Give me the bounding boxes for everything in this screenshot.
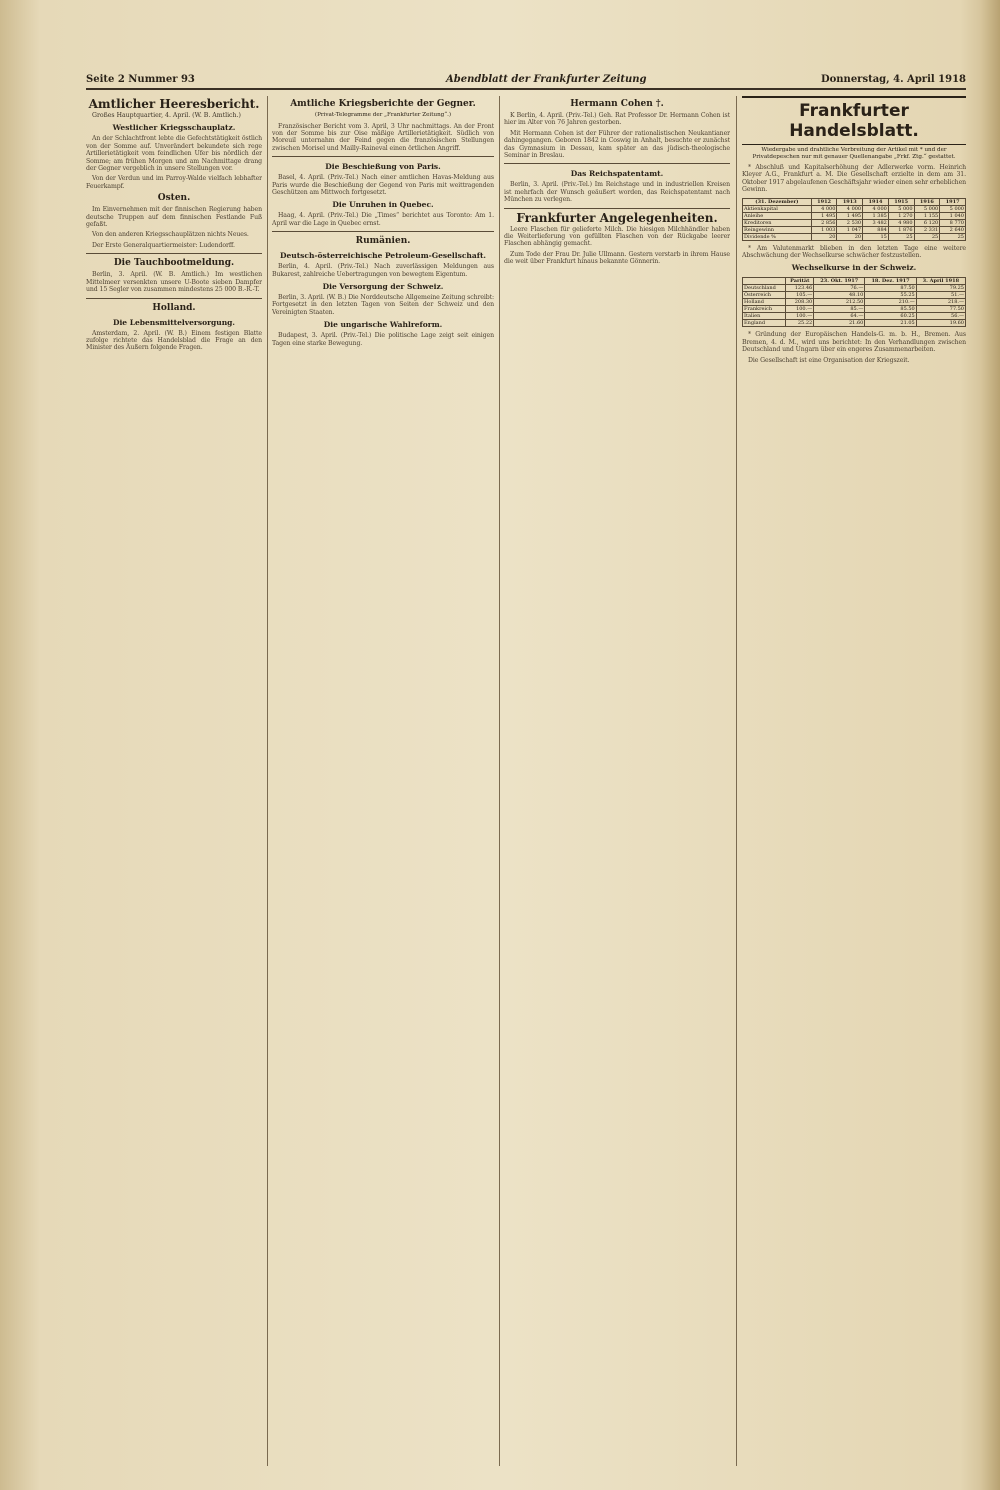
- article-paragraph: * Abschluß und Kapitalserhöhung der Adlerwerke vorm. Heinrich Kleyer A.G., Frankfurt a. M. Die Gesellschaft erzielte in dem am 31. Oktober 1917 abgelaufenen Geschäftsjahr wieder einen sehr erheblichen Gewinn.: [742, 164, 966, 194]
- table-row: [743, 299, 966, 306]
- column-rule: [499, 96, 500, 1466]
- table-cell: 4 000: [863, 205, 889, 212]
- subheading: Die Versorgung der Schweiz.: [322, 281, 444, 291]
- column-rule: [267, 96, 268, 1466]
- table-cell: 1 495: [811, 212, 837, 219]
- article-paragraph: Berlin, 3. April. (Priv.-Tel.) Im Reichstage und in industriellen Kreisen ist mehrfach der Wunsch geäußert worden, das Reichspatentamt nach München zu verlegen.: [504, 181, 730, 204]
- table-title: Wechselkurse in der Schweiz.: [791, 263, 917, 273]
- article-paragraph: Die Gesellschaft ist eine Organisation der Kriegszeit.: [748, 356, 910, 364]
- table-cell: Reingewinn: [743, 226, 812, 233]
- table-cell: 1 876: [888, 226, 914, 233]
- column-3: [504, 96, 730, 1466]
- table-cell: 19.60: [916, 320, 965, 327]
- table-cell: 87.50: [865, 285, 916, 292]
- article-paragraph: Leere Flaschen für gelieferte Milch. Die hiesigen Milchhändler haben die Weiterlieferung von gefüllten Flaschen von der Rückgabe leerer Flaschen abhängig gemacht.: [504, 225, 730, 248]
- article-paragraph: K Berlin, 4. April. (Priv.-Tel.) Geh. Rat Professor Dr. Hermann Cohen ist hier im Alter von 76 Jahren gestorben.: [504, 112, 730, 127]
- table-header: 1913: [837, 198, 863, 205]
- divider: [504, 208, 730, 209]
- table-cell: Aktienkapital: [743, 205, 812, 212]
- subheading: Osten.: [157, 193, 191, 204]
- table-cell: 5 000: [888, 205, 914, 212]
- table-cell: 51.—: [916, 292, 965, 299]
- newspaper-title: Abendblatt der Frankfurter Zeitung: [446, 74, 647, 85]
- table-cell: 48.10: [814, 292, 865, 299]
- section-subtitle: (Privat-Telegramme der „Frankfurter Zeitung“.): [314, 112, 452, 118]
- subheading: Die Unruhen in Quebec.: [332, 200, 434, 210]
- table-cell: 100.—: [786, 306, 814, 313]
- table-cell: England: [743, 320, 786, 327]
- section-heading: Frankfurter Angelegenheiten.: [516, 210, 718, 225]
- column-rule: [736, 96, 737, 1466]
- table-cell: 6 120: [914, 219, 940, 226]
- table-row: [743, 320, 966, 327]
- table-cell: 2 856: [811, 219, 837, 226]
- table-header: 1916: [914, 198, 940, 205]
- article-paragraph: Amsterdam, 2. April. (W. B.) Einem festigen Blatte zufolge richtete das Handelsblad die Frage an den Minister des Äußern folgende Fragen.: [86, 329, 262, 352]
- table-row: [743, 313, 966, 320]
- table-cell: 25: [914, 233, 940, 240]
- table-cell: 4 980: [888, 219, 914, 226]
- table-header: 1917: [940, 198, 966, 205]
- divider: [86, 253, 262, 254]
- table-cell: 56.—: [916, 313, 965, 320]
- table-cell: 64.—: [814, 313, 865, 320]
- section-title: Frankfurter Handelsblatt.: [742, 96, 966, 145]
- section-heading: Hermann Cohen †.: [570, 99, 664, 109]
- divider: [272, 231, 494, 232]
- table-cell: Deutschland: [743, 285, 786, 292]
- page-number: Seite 2 Nummer 93: [86, 74, 195, 85]
- table-cell: 1 040: [940, 212, 966, 219]
- table-cell: 60.25: [865, 313, 916, 320]
- table-cell: 85.50: [865, 306, 916, 313]
- divider: [86, 298, 262, 299]
- article-paragraph: Mit Hermann Cohen ist der Führer der rationalistischen Neukantianer dahingegangen. Geboren 1842 in Coswig in Anhalt, besuchte er zunächst das Gymnasium in Dessau, kam später an das jüdisch-theologische Seminar in Breslau.: [504, 129, 730, 160]
- subheading: Die ungarische Wahlreform.: [323, 320, 443, 330]
- table-header: Parität: [786, 278, 814, 285]
- table-row: [743, 226, 966, 233]
- column-2: [272, 96, 494, 1466]
- table-cell: 25: [888, 233, 914, 240]
- table-cell: 100.—: [786, 313, 814, 320]
- article-paragraph: Berlin, 3. April. (W. B.) Die Norddeutsche Allgemeine Zeitung schreibt: Fortgesetzt in den letzten Tagen von Seiten der Schweiz und den Vereinigten Staaten.: [272, 293, 494, 316]
- table-cell: 884: [863, 226, 889, 233]
- table-cell: 1 003: [811, 226, 837, 233]
- table-header: [743, 278, 786, 285]
- table-cell: 77.50: [916, 306, 965, 313]
- table-cell: Anleihe: [743, 212, 812, 219]
- masthead: [86, 72, 966, 90]
- table-row: [743, 285, 966, 292]
- table-cell: 105.—: [786, 292, 814, 299]
- table-cell: 4 000: [837, 205, 863, 212]
- article-paragraph: Berlin, 3. April. (W. B. Amtlich.) Im westlichen Mittelmeer versenkten unsere U-Boote sieben Dampfer und 15 Segler von zusammen mindestens 25 000 B.-R.-T.: [86, 271, 262, 294]
- table-header: 23. Okt. 1917: [814, 278, 865, 285]
- subheading: Das Reichspatentamt.: [570, 169, 664, 179]
- table-header: 18. Dez. 1917: [865, 278, 916, 285]
- issue-date: Donnerstag, 4. April 1918: [820, 74, 966, 85]
- table-cell: 210.—: [865, 299, 916, 306]
- table-cell: 212.50: [814, 299, 865, 306]
- table-cell: 8 770: [940, 219, 966, 226]
- table-cell: Dividende %: [743, 233, 812, 240]
- table-cell: 21.60: [814, 320, 865, 327]
- table-row: [743, 233, 966, 240]
- table-cell: 1 155: [914, 212, 940, 219]
- table-row: [743, 212, 966, 219]
- section-subtitle: Wiedergabe und drahtliche Verbreitung der Artikel mit * und der Privatdepeschen nur mit genauer Quellenangabe „Frkf. Ztg.“ gestattet.: [752, 147, 956, 160]
- table-cell: 1 270: [888, 212, 914, 219]
- article-paragraph: Zum Tode der Frau Dr. Julie Ullmann. Gestern verstarb in ihrem Hause die weit über Frankfurt hinaus bekannte Gönnerin.: [504, 250, 730, 266]
- article-paragraph: Französischer Bericht vom 3. April, 3 Uhr nachmittags. An der Front von der Somme bis zur Oise mäßige Artillerietätigkeit. Südlich von Moreuil unternahm der Feind gegen die französischen Stellungen zwischen Morisel und Mailly-Raineval einen örtlichen Angriff.: [272, 122, 494, 152]
- article-paragraph: Von den anderen Kriegsschauplätzen nichts Neues.: [92, 231, 249, 239]
- column-1: [86, 96, 262, 1466]
- table-cell: 79.25: [916, 285, 965, 292]
- page-edge: [980, 0, 1000, 1490]
- section-heading: Rumänien.: [355, 236, 411, 247]
- article-paragraph: Im Einvernehmen mit der finnischen Regierung haben deutsche Truppen auf dem finnischen Festlande Fuß gefaßt.: [86, 206, 262, 229]
- subheading: Westlicher Kriegsschauplatz.: [112, 123, 236, 133]
- table-cell: 21.05: [865, 320, 916, 327]
- table-header: 3. April 1918: [916, 278, 965, 285]
- article-paragraph: Von der Verdun und im Parroy-Walde vielfach lebhafter Feuerkampf.: [86, 175, 262, 190]
- table-row: [743, 205, 966, 212]
- table-cell: 123.46: [786, 285, 814, 292]
- article-paragraph: Haag, 4. April. (Priv.-Tel.) Die „Times“ berichtet aus Toronto: Am 1. April war die Lage in Quebec ernst.: [272, 212, 494, 227]
- exchange-rate-table: [742, 277, 966, 327]
- table-cell: 1 047: [837, 226, 863, 233]
- section-heading: Holland.: [152, 302, 196, 313]
- table-cell: 208.30: [786, 299, 814, 306]
- table-cell: 4 000: [811, 205, 837, 212]
- table-cell: 3 482: [863, 219, 889, 226]
- table-header: 1914: [863, 198, 889, 205]
- article-paragraph: Berlin, 4. April. (Priv.-Tel.) Nach zuverlässigen Meldungen aus Bukarest, zahlreiche Uebertragungen von bewegtem Eigentum.: [272, 263, 494, 278]
- table-cell: 25.22: [786, 320, 814, 327]
- section-heading: Die Tauchbootmeldung.: [113, 258, 235, 269]
- divider: [272, 156, 494, 157]
- table-cell: 2 530: [837, 219, 863, 226]
- balance-table: [742, 198, 966, 241]
- subheading: Die Lebensmittelversorgung.: [112, 317, 236, 327]
- article-paragraph: Budapest, 3. April. (Priv.-Tel.) Die politische Lage zeigt seit einigen Tagen eine starke Bewegung.: [272, 332, 494, 347]
- table-cell: 5 000: [914, 205, 940, 212]
- table-cell: Holland: [743, 299, 786, 306]
- article-paragraph: Basel, 4. April. (Priv.-Tel.) Nach einer amtlichen Havas-Meldung aus Paris wurde die Beschießung der Gegend von Paris mit weittragenden Geschützen am Mittwoch fortgesetzt.: [272, 174, 494, 196]
- table-cell: Kreditoren: [743, 219, 812, 226]
- signature-line: Der Erste Generalquartiermeister: Ludendorff.: [92, 241, 235, 249]
- table-cell: 85.—: [814, 306, 865, 313]
- article-paragraph: * Gründung der Europäischen Handels-G. m. b. H., Bremen. Aus Bremen, 4. d. M., wird uns berichtet: In den Verhandlungen zwischen Deutschland und Ungarn über ein engeres Zusammenarbeiten.: [742, 331, 966, 354]
- section-heading: Amtliche Kriegsberichte der Gegner.: [290, 99, 476, 109]
- table-row: [743, 219, 966, 226]
- table-cell: 1 495: [837, 212, 863, 219]
- table-cell: 15: [863, 233, 889, 240]
- divider: [504, 163, 730, 164]
- column-4: [742, 96, 966, 1466]
- table-cell: 5 000: [940, 205, 966, 212]
- table-cell: 20: [837, 233, 863, 240]
- table-cell: Frankreich: [743, 306, 786, 313]
- table-cell: 218.—: [916, 299, 965, 306]
- subheading: Deutsch-österreichische Petroleum-Gesellschaft.: [279, 251, 487, 261]
- table-cell: 76.—: [814, 285, 865, 292]
- section-heading: Amtlicher Heeresbericht.: [88, 97, 260, 111]
- article-paragraph: * Am Valutenmarkt blieben in den letzten Tage eine weitere Abschwächung der Wechselkurse schwächer festzustellen.: [742, 244, 966, 260]
- subheading: Die Beschießung von Paris.: [325, 162, 441, 172]
- table-cell: 2 640: [940, 226, 966, 233]
- table-header: 1912: [811, 198, 837, 205]
- table-cell: Österreich: [743, 292, 786, 299]
- table-cell: 2 331: [914, 226, 940, 233]
- table-caption: (31. Dezember): [743, 198, 812, 205]
- table-cell: 55.25: [865, 292, 916, 299]
- table-row: [743, 292, 966, 299]
- table-row: [743, 306, 966, 313]
- article-paragraph: An der Schlachtfront lebte die Gefechtstätigkeit östlich von der Somme auf. Unverändert bekundete sich rege Artillerietätigkeit vom feindlichen Ufer bis nördlich der Somme; am frühen Morgen und am Nachmittage drang der Gegner vergeblich in unsere Stellungen vor.: [86, 135, 262, 173]
- table-header: 1915: [888, 198, 914, 205]
- table-cell: 1 385: [863, 212, 889, 219]
- table-cell: 25: [940, 233, 966, 240]
- table-cell: 20: [811, 233, 837, 240]
- dateline: Großes Hauptquartier, 4. April. (W. B. Amtlich.): [92, 112, 241, 119]
- table-cell: Italien: [743, 313, 786, 320]
